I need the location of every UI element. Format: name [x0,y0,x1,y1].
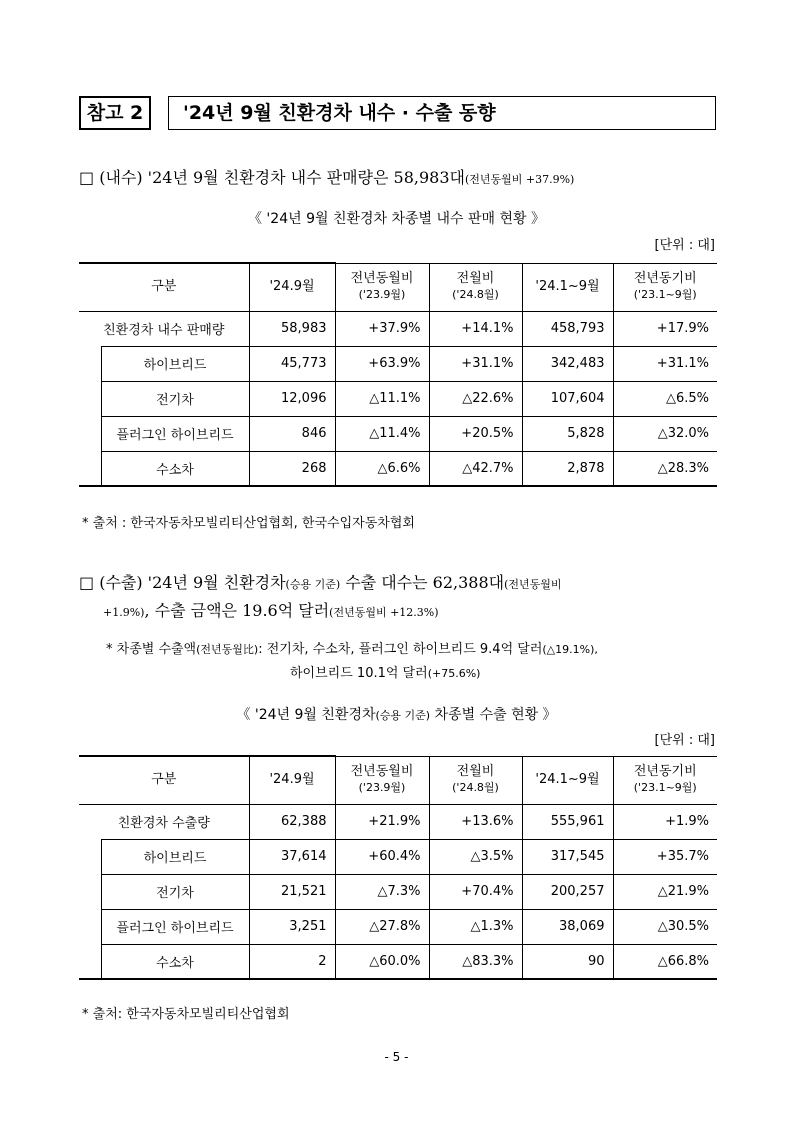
cell: △11.4% [335,416,429,451]
domestic-table-title: 《 '24년 9월 친환경차 차종별 내수 판매 현황 》 [247,211,546,227]
table-row [79,839,717,874]
col-header-yoy: 전년동월비 ('23.9월) [335,263,429,311]
cell: +31.1% [613,346,717,381]
cell: 5,828 [522,416,613,451]
export-table-title: 《 '24년 9월 친환경차(승용 기준) 차종별 수출 현황 》 [236,707,557,723]
page-number: - 5 - [384,1050,409,1064]
cell: 2 [249,944,335,979]
col-header-mom: 전월비 ('24.8월) [429,263,522,311]
cell: +63.9% [335,346,429,381]
export-bullet-text: , 수출 금액은 19.6억 달러 [144,601,330,620]
export-bullet-text: □ (수출) '24년 9월 친환경차 [79,573,286,592]
cell: △28.3% [613,451,717,486]
cell: △21.9% [613,874,717,909]
col-header-ytd-yoy: 전년동기비 ('23.1~9월) [613,756,717,804]
domestic-bullet [79,165,574,188]
cell: △6.6% [335,451,429,486]
col-header-ytd: '24.1~9월 [522,263,613,311]
export-bullet-line2 [103,598,439,621]
reference-tag: 참고 2 [79,96,151,130]
cell: 12,096 [249,381,335,416]
cell: 2,878 [522,451,613,486]
cell: △83.3% [429,944,522,979]
row-label: 전기차 [101,381,249,416]
row-label: 플러그인 하이브리드 [101,416,249,451]
domestic-unit: [단위 : 대] [654,238,715,253]
cell: △11.1% [335,381,429,416]
cell: △1.3% [429,909,522,944]
row-label: 친환경차 수출량 [79,804,249,839]
domestic-table [79,262,717,487]
row-label: 수소차 [101,944,249,979]
cell: +1.9% [613,804,717,839]
cell: 200,257 [522,874,613,909]
cell: △6.5% [613,381,717,416]
cell: +21.9% [335,804,429,839]
row-label: 친환경차 내수 판매량 [79,311,249,346]
cell: △42.7% [429,451,522,486]
export-bullet-note: (승용 기준) [285,578,341,591]
row-label: 전기차 [101,874,249,909]
cell: +13.6% [429,804,522,839]
cell: △32.0% [613,416,717,451]
cell: △66.8% [613,944,717,979]
cell: △22.6% [429,381,522,416]
row-label: 하이브리드 [101,839,249,874]
table-row [79,381,717,416]
cell: △3.5% [429,839,522,874]
export-table [79,755,717,980]
domestic-source: * 출처 : 한국자동차모빌리티산업협회, 한국수입자동차협회 [82,516,415,531]
col-header-month: '24.9월 [249,756,335,804]
cell: 21,521 [249,874,335,909]
cell: +60.4% [335,839,429,874]
col-header-category: 구분 [79,756,249,804]
cell: 458,793 [522,311,613,346]
cell: +70.4% [429,874,522,909]
cell: 555,961 [522,804,613,839]
col-header-mom: 전월비 ('24.8월) [429,756,522,804]
col-header-yoy: 전년동월비 ('23.9월) [335,756,429,804]
export-unit: [단위 : 대] [654,733,715,748]
cell: 3,251 [249,909,335,944]
row-label: 수소차 [101,451,249,486]
page-title: '24년 9월 친환경차 내수 · 수출 동향 [168,96,716,130]
export-note-line2: 하이브리드 10.1억 달러(+75.6%) [290,666,481,681]
cell: △27.8% [335,909,429,944]
cell: +37.9% [335,311,429,346]
table-row [79,944,717,979]
export-bullet-note: (전년동월비 [504,578,562,591]
cell: +17.9% [613,311,717,346]
cell: 342,483 [522,346,613,381]
export-note-line1: * 차종별 수출액(전년동월比): 전기차, 수소차, 플러그인 하이브리드 9.4억 달러(△19.1%), [106,642,598,657]
cell: 37,614 [249,839,335,874]
cell: 62,388 [249,804,335,839]
table-row [79,804,717,839]
cell: +14.1% [429,311,522,346]
cell: 38,069 [522,909,613,944]
table-row [79,311,717,346]
cell: 846 [249,416,335,451]
cell: 58,983 [249,311,335,346]
export-bullet-line1 [79,570,562,593]
cell: 317,545 [522,839,613,874]
row-label: 플러그인 하이브리드 [101,909,249,944]
cell: △7.3% [335,874,429,909]
table-row [79,909,717,944]
table-row [79,451,717,486]
cell: △30.5% [613,909,717,944]
table-row [79,346,717,381]
cell: 107,604 [522,381,613,416]
col-header-month: '24.9월 [249,263,335,311]
cell: +35.7% [613,839,717,874]
export-source: * 출처: 한국자동차모빌리티산업협회 [82,1007,290,1022]
cell: △60.0% [335,944,429,979]
domestic-bullet-note: (전년동월비 +37.9%) [464,173,575,186]
table-row [79,416,717,451]
cell: 268 [249,451,335,486]
col-header-category: 구분 [79,263,249,311]
row-label: 하이브리드 [101,346,249,381]
export-bullet-note: +1.9%) [103,606,145,619]
cell: +31.1% [429,346,522,381]
col-header-ytd: '24.1~9월 [522,756,613,804]
cell: 90 [522,944,613,979]
export-bullet-text: 수출 대수는 62,388대 [340,573,505,592]
col-header-ytd-yoy: 전년동기비 ('23.1~9월) [613,263,717,311]
export-bullet-note: (전년동월비 +12.3%) [329,606,439,619]
cell: +20.5% [429,416,522,451]
cell: 45,773 [249,346,335,381]
table-row [79,874,717,909]
domestic-bullet-text: □ (내수) '24년 9월 친환경차 내수 판매량은 58,983대 [79,168,465,187]
